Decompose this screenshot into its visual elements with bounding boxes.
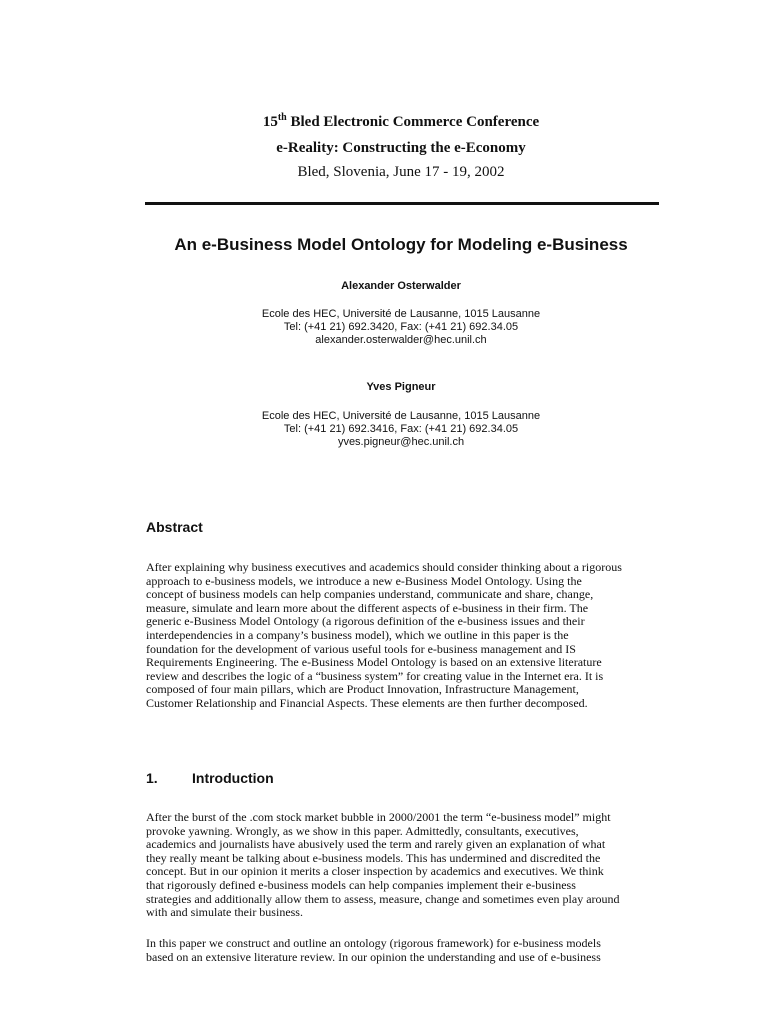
author-affiliation: Ecole des HEC, Université de Lausanne, 1015 Lausanne: [261, 410, 541, 422]
text-line: concept. But in our opinion it merits a closer inspection by academics and executives. We think: [146, 864, 604, 879]
text-line: with and simulate their business.: [146, 905, 303, 920]
conference-name: Bled Electronic Commerce Conference: [286, 114, 540, 130]
author-affiliation: Ecole des HEC, Université de Lausanne, 1015 Lausanne: [261, 308, 541, 320]
author-phone: Tel: (+41 21) 692.3420, Fax: (+41 21) 692.34.05: [283, 321, 519, 333]
text-line: approach to e-business models, we introduce a new e-Business Model Ontology. Using the: [146, 573, 582, 588]
text-line: that rigorously defined e-business models can help companies implement their e-business: [146, 877, 576, 892]
introduction-heading: [146, 770, 274, 786]
conference-title: [0, 114, 768, 131]
conference-ordinal-number: 15: [262, 114, 278, 130]
author-email: alexander.osterwalder@hec.unil.ch: [315, 334, 487, 346]
text-line: concept of business models can help companies understand, communicate and share, change,: [146, 587, 594, 602]
text-line: Customer Relationship and Financial Aspects. These elements are then further decomposed.: [146, 695, 588, 710]
conference-ordinal-suffix: th: [277, 112, 287, 123]
paper-title: An e-Business Model Ontology for Modeling e-Business: [174, 235, 628, 254]
text-line: strategies and additionally allow them to assess, measure, change and sometimes even play around: [146, 891, 620, 906]
conference-place-date: Bled, Slovenia, June 17 - 19, 2002: [297, 164, 505, 180]
header-divider: [145, 202, 659, 205]
section-title: Introduction: [192, 770, 274, 786]
text-line: academics and journalists have abusively used the term and rarely given an explanation of what: [146, 837, 606, 852]
text-line: they really meant be talking about e-business models. This has undermined and discredited the: [146, 850, 601, 865]
text-line: review and describes the logic of a “business system” for creating value in the Internet era. It is: [146, 668, 604, 683]
text-line: In this paper we construct and outline an ontology (rigorous framework) for e-business models: [146, 936, 601, 950]
text-line: interdependencies in a company’s business model), which we outline in this paper is the: [146, 627, 569, 642]
text-line: based on an extensive literature review. In our opinion the understanding and use of e-business: [146, 949, 601, 964]
abstract-heading: Abstract: [146, 519, 203, 535]
section-number: 1.: [146, 770, 158, 786]
author-affiliation-block: [0, 410, 768, 449]
text-line: generic e-Business Model Ontology (a rigorous definition of the e-business issues and their: [146, 614, 585, 629]
author-name: Alexander Osterwalder: [341, 280, 461, 292]
text-line: After explaining why business executives and academics should consider thinking about a rigorous: [146, 560, 622, 574]
text-line: measure, simulate and learn more about the different aspects of e-business in their firm. The: [146, 600, 589, 615]
introduction-paragraph: [146, 811, 666, 920]
abstract-paragraph: [146, 561, 666, 711]
text-line: provoke yawning. Wrongly, as we show in this paper. Admittedly, consultants, executives,: [146, 823, 579, 838]
author-affiliation-block: [0, 308, 768, 347]
author-phone: Tel: (+41 21) 692.3416, Fax: (+41 21) 692.34.05: [283, 423, 519, 435]
author-name: Yves Pigneur: [366, 381, 436, 393]
author-email: yves.pigneur@hec.unil.ch: [337, 436, 465, 448]
text-line: After the burst of the .com stock market bubble in 2000/2001 the term “e-business model” might: [146, 810, 611, 824]
text-line: foundation for the development of various useful tools for e-business management and IS: [146, 641, 576, 656]
text-line: Requirements Engineering. The e-Business Model Ontology is based on an extensive literature: [146, 655, 602, 670]
text-line: composed of four main pillars, which are Product Innovation, Infrastructure Management,: [146, 682, 579, 697]
conference-theme: e-Reality: Constructing the e-Economy: [276, 140, 526, 156]
introduction-paragraph: [146, 937, 666, 964]
